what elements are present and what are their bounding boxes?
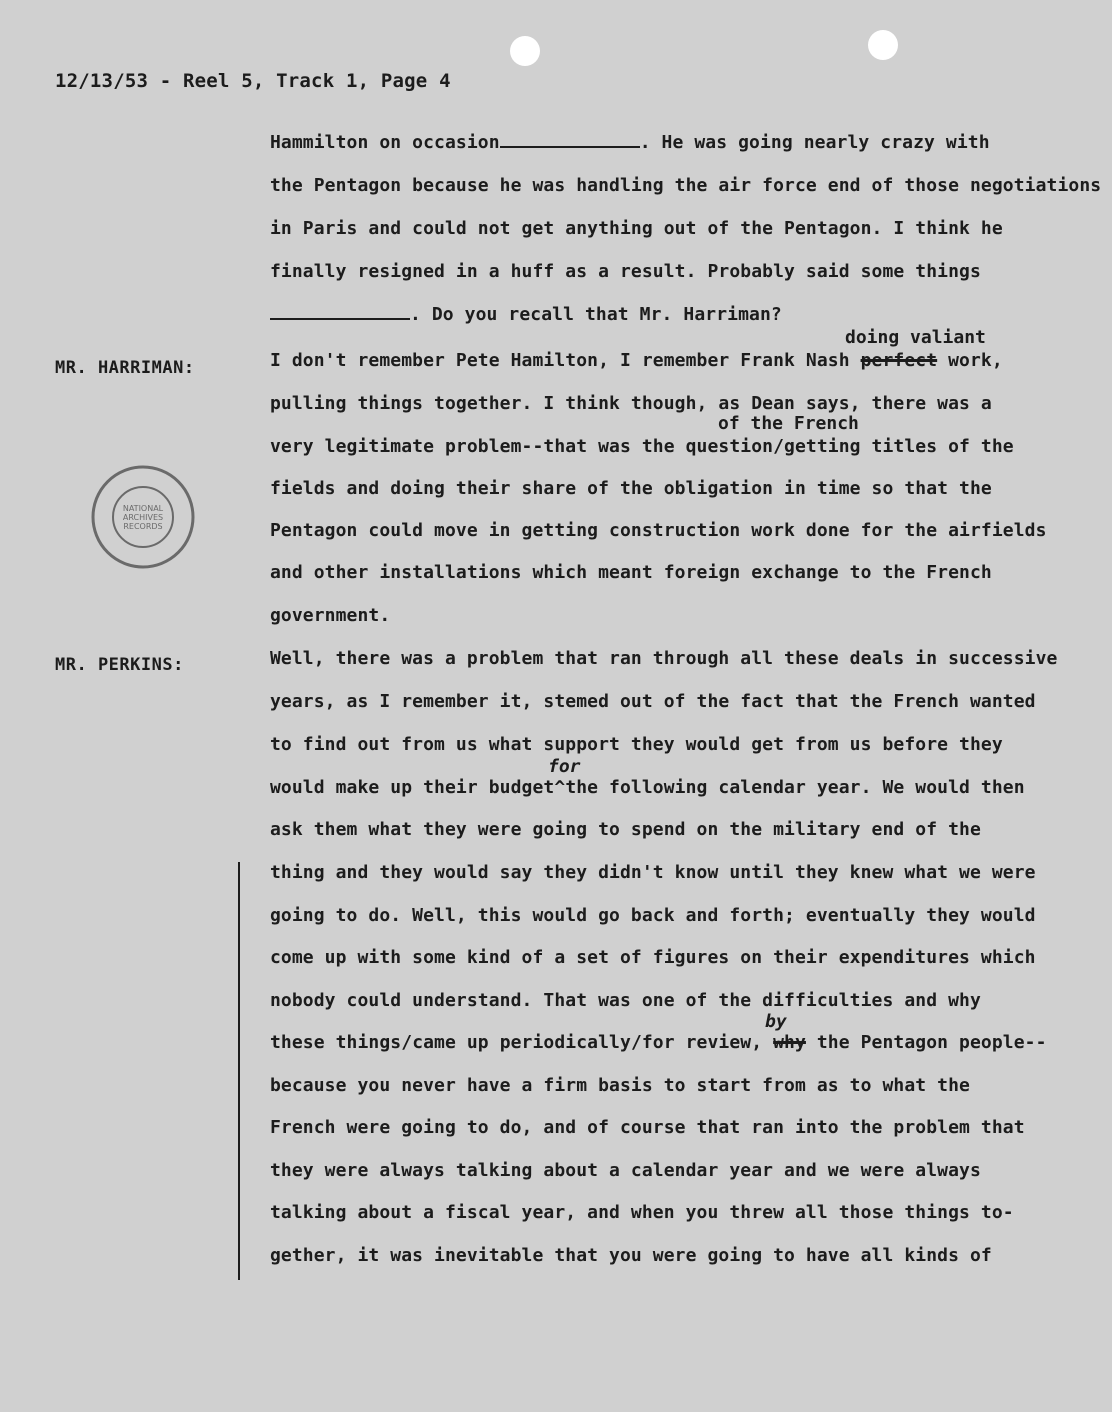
insertion-for: for	[548, 756, 581, 777]
text-line: French were going to do, and of course that ran into the problem that	[270, 1117, 1025, 1138]
text-line: ask them what they were going to spend on the military end of the	[270, 819, 981, 840]
text-line: Hammilton on occasion . He was going nearly crazy with	[270, 132, 990, 153]
punch-hole-left	[510, 36, 540, 66]
text-line: nobody could understand. That was one of the difficulties and why	[270, 990, 981, 1011]
text-line: the Pentagon because he was handling the air force end of those negotiations	[270, 175, 1102, 196]
struck-word: why	[773, 1032, 806, 1053]
text-line: very legitimate problem--that was the question/getting titles of the	[270, 436, 1014, 457]
text-line: going to do. Well, this would go back and forth; eventually they would	[270, 905, 1036, 926]
svg-text:ARCHIVES: ARCHIVES	[122, 513, 164, 522]
insertion-doing-valiant: doing valiant	[845, 327, 986, 348]
text-line: come up with some kind of a set of figures on their expenditures which	[270, 947, 1036, 968]
text-line: talking about a fiscal year, and when you threw all those things to-	[270, 1202, 1014, 1223]
text-line: gether, it was inevitable that you were going to have all kinds of	[270, 1245, 992, 1266]
punch-hole-right	[868, 30, 898, 60]
text-line: and other installations which meant foreign exchange to the French	[270, 562, 992, 583]
text-line: . Do you recall that Mr. Harriman?	[270, 304, 782, 325]
text-line: these things/came up periodically/for review, why the Pentagon people--	[270, 1032, 1047, 1053]
text-line: to find out from us what support they would get from us before they	[270, 734, 1003, 755]
text-line: would make up their budget^the following calendar year. We would then	[270, 777, 1025, 798]
insertion-by: by	[765, 1011, 787, 1032]
text-line: years, as I remember it, stemed out of the fact that the French wanted	[270, 691, 1036, 712]
speaker-label-harriman: MR. HARRIMAN:	[55, 358, 195, 378]
page-header: 12/13/53 - Reel 5, Track 1, Page 4	[55, 70, 451, 92]
struck-word: perfect	[860, 350, 938, 371]
text-line: fields and doing their share of the obligation in time so that the	[270, 478, 992, 499]
text-line: I don't remember Pete Hamilton, I remember Frank Nash perfect work,	[270, 350, 1003, 371]
text-line: pulling things together. I think though, as Dean says, there was a	[270, 393, 992, 414]
text-line: Well, there was a problem that ran through all these deals in successive	[270, 648, 1058, 669]
margin-mark	[238, 862, 240, 1280]
text-line: Pentagon could move in getting construction work done for the airfields	[270, 520, 1047, 541]
text-line: government.	[270, 605, 391, 626]
text-line: because you never have a firm basis to start from as to what the	[270, 1075, 970, 1096]
library-stamp	[88, 462, 198, 572]
text-line: in Paris and could not get anything out of the Pentagon. I think he	[270, 218, 1003, 239]
text-line: they were always talking about a calendar year and we were always	[270, 1160, 981, 1181]
speaker-label-perkins: MR. PERKINS:	[55, 655, 184, 675]
svg-text:RECORDS: RECORDS	[123, 522, 163, 531]
text-line: thing and they would say they didn't know until they knew what we were	[270, 862, 1036, 883]
insertion-of-the-french: of the French	[718, 413, 859, 434]
text-line: finally resigned in a huff as a result. Probably said some things	[270, 261, 981, 282]
svg-text:NATIONAL: NATIONAL	[122, 504, 164, 513]
